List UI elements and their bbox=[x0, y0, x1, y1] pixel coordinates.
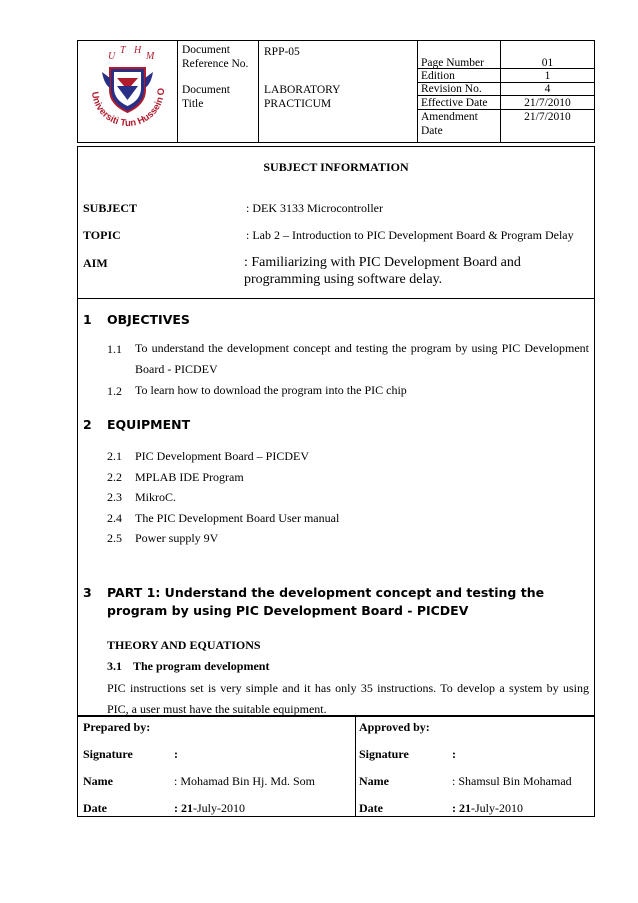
subject-value: : DEK 3133 Microcontroller bbox=[246, 201, 383, 215]
objective-num: 1.2 bbox=[107, 384, 122, 398]
equipment-text: MikroC. bbox=[135, 490, 177, 504]
university-name-arc: Universiti Tun Hussein O bbox=[88, 87, 168, 129]
prepared-name-label: Name bbox=[83, 774, 113, 788]
approved-name-value: : Shamsul Bin Mohamad bbox=[452, 774, 572, 788]
equipment-text: Power supply 9V bbox=[135, 531, 219, 545]
topic-value: : Lab 2 – Introduction to PIC Development Board & Program Delay bbox=[246, 228, 574, 242]
logo-letter: M bbox=[146, 51, 155, 62]
doc-ref-label: Document Reference No. bbox=[182, 44, 249, 70]
section-2-title: EQUIPMENT bbox=[107, 417, 191, 432]
meta-label-effective-date: Effective Date bbox=[421, 97, 488, 109]
approved-name-label: Name bbox=[359, 774, 389, 788]
meta-label-page-number: Page Number bbox=[421, 57, 484, 69]
header-divider bbox=[177, 40, 178, 143]
section-1-number: 1 bbox=[83, 312, 92, 327]
approved-date-rest: -July-2010 bbox=[471, 801, 523, 815]
equipment-num: 2.1 bbox=[107, 449, 122, 463]
equipment-num: 2.4 bbox=[107, 511, 122, 525]
prepared-date-label: Date bbox=[83, 801, 107, 815]
meta-value-effective-date: 21/7/2010 bbox=[524, 97, 571, 109]
prepared-signature-label: Signature bbox=[83, 747, 133, 761]
objective-text: To understand the development concept and testing the program by using PIC Development Board - PICDEV bbox=[135, 341, 589, 376]
aim-label: AIM bbox=[83, 256, 108, 270]
subsection-num: 3.1 bbox=[107, 659, 122, 673]
aim-value: : Familiarizing with PIC Development Board and programming using software delay. bbox=[244, 255, 521, 287]
doc-ref-value: RPP-05 bbox=[264, 46, 300, 58]
subsection-title: The program development bbox=[133, 659, 270, 673]
prepared-signature-colon: : bbox=[174, 747, 178, 761]
doc-title-value: LABORATORY PRACTICUM bbox=[264, 84, 341, 110]
equipment-text: MPLAB IDE Program bbox=[135, 470, 244, 484]
prepared-date-rest: -July-2010 bbox=[193, 801, 245, 815]
uthm-logo-icon bbox=[80, 42, 175, 140]
subject-info-divider bbox=[77, 298, 595, 299]
approval-divider bbox=[355, 716, 356, 817]
section-1-title: OBJECTIVES bbox=[107, 312, 190, 327]
objective-num: 1.1 bbox=[107, 342, 122, 356]
prepared-name-value: : Mohamad Bin Hj. Md. Som bbox=[174, 774, 316, 788]
approved-by-label: Approved by: bbox=[359, 720, 430, 734]
equipment-text: PIC Development Board – PICDEV bbox=[135, 449, 309, 463]
meta-value-page-number: 01 bbox=[541, 57, 554, 69]
theory-heading: THEORY AND EQUATIONS bbox=[107, 638, 261, 652]
equipment-text: The PIC Development Board User manual bbox=[135, 511, 340, 525]
equipment-num: 2.5 bbox=[107, 531, 122, 545]
logo-letter: H bbox=[134, 45, 142, 56]
approved-date-day: : 21 bbox=[452, 801, 471, 815]
meta-value-revision: 4 bbox=[544, 83, 551, 95]
section-3-title: PART 1: Understand the development concept and testing the program by using PIC Development Board - PICDEV bbox=[107, 585, 545, 618]
equipment-num: 2.3 bbox=[107, 490, 122, 504]
section-2-number: 2 bbox=[83, 417, 92, 432]
meta-value-edition: 1 bbox=[544, 70, 551, 82]
prepared-date-value bbox=[174, 801, 245, 816]
equipment-num: 2.2 bbox=[107, 470, 122, 484]
meta-label-revision: Revision No. bbox=[421, 83, 482, 95]
logo-letter: T bbox=[120, 45, 126, 56]
objective-text: To learn how to download the program into the PIC chip bbox=[135, 383, 407, 397]
prepared-by-label: Prepared by: bbox=[83, 720, 151, 734]
prepared-date-day: : 21 bbox=[174, 801, 193, 815]
program-development-paragraph: PIC instructions set is very simple and it has only 35 instructions. To develop a system by using PIC, a user must have the suitable equipment. bbox=[107, 681, 589, 716]
university-logo bbox=[80, 42, 175, 140]
meta-label-amendment-date: Amendment Date bbox=[421, 111, 478, 137]
header-divider bbox=[417, 40, 418, 143]
doc-title-label: Document Title bbox=[182, 84, 230, 110]
section-3-number: 3 bbox=[83, 585, 92, 600]
meta-label-edition: Edition bbox=[421, 70, 455, 82]
meta-value-amendment-date: 21/7/2010 bbox=[524, 111, 571, 123]
approved-signature-colon: : bbox=[452, 747, 456, 761]
topic-label: TOPIC bbox=[83, 228, 121, 242]
approved-signature-label: Signature bbox=[359, 747, 409, 761]
subject-label: SUBJECT bbox=[83, 201, 138, 215]
subject-info-heading: SUBJECT INFORMATION bbox=[263, 160, 409, 174]
header-divider bbox=[258, 40, 259, 143]
logo-letter: U bbox=[108, 51, 116, 62]
approved-date-label: Date bbox=[359, 801, 383, 815]
approved-date-value bbox=[452, 801, 523, 816]
